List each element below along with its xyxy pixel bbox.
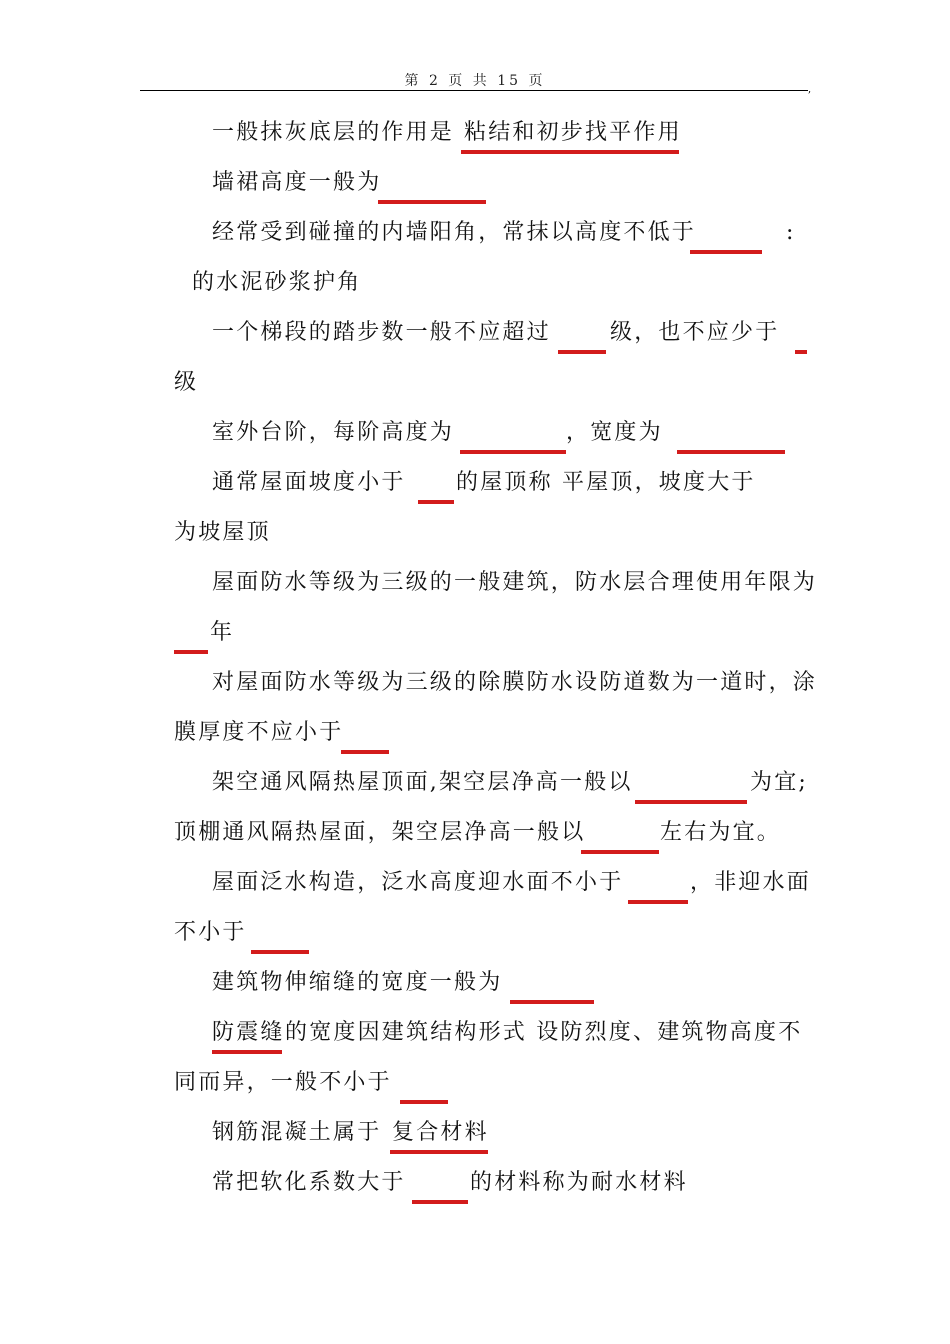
- answer-blank: [690, 250, 762, 254]
- question-text: ，非迎水面: [690, 870, 812, 895]
- question-text: 对屋面防水等级为三级的除膜防水设防道数为一道时，涂: [212, 670, 818, 695]
- answer-blank: [558, 350, 606, 354]
- question-text: 通常屋面坡度小于: [212, 470, 406, 495]
- answer-blank: [418, 500, 454, 504]
- answer-blank: [510, 1000, 594, 1004]
- question-text: 架空通风隔热屋顶面,架空层净高一般以: [212, 770, 633, 795]
- answer-blank: [460, 450, 566, 454]
- question-text: 为坡屋顶: [174, 520, 271, 545]
- question-text: 的水泥砂浆护角: [192, 270, 362, 295]
- page-indicator: 第 2 页 共 15 页: [404, 73, 546, 89]
- answer-underline: [461, 150, 679, 154]
- question-text: 防震缝: [212, 1020, 285, 1045]
- header-rule-mark: ,: [808, 84, 812, 95]
- answer-blank: [400, 1100, 448, 1104]
- answer-blank: [174, 650, 208, 654]
- answer-blank: [677, 450, 785, 454]
- question-text: 经常受到碰撞的内墙阳角，常抹以高度不低于: [212, 220, 697, 245]
- question-text: 的材料称为耐水材料: [470, 1170, 688, 1195]
- answer-blank: [795, 350, 807, 354]
- question-text: 年: [210, 620, 235, 645]
- question-text: 同而异，一般不小于: [174, 1070, 392, 1095]
- question-text: 级，也不应少于: [610, 320, 780, 345]
- question-text: 一个梯段的踏步数一般不应超过: [212, 320, 551, 345]
- question-text: 级: [174, 370, 199, 395]
- answer-text: 粘结和初步找平作用: [464, 120, 682, 145]
- question-text: 膜厚度不应小于: [174, 720, 344, 745]
- question-text: 屋面防水等级为三级的一般建筑，防水层合理使用年限为: [212, 570, 818, 595]
- answer-blank: [341, 750, 389, 754]
- answer-blank: [412, 1200, 468, 1204]
- answer-underline: [390, 1150, 488, 1154]
- question-text: 室外台阶，每阶高度为: [212, 420, 455, 445]
- question-text: 墙裙高度一般为: [212, 170, 382, 195]
- question-text: 顶棚通风隔热屋面，架空层净高一般以: [174, 820, 586, 845]
- question-text: :: [786, 220, 796, 245]
- answer-blank: [251, 950, 309, 954]
- question-text: 左右为宜。: [660, 820, 782, 845]
- question-text: 为宜;: [750, 770, 809, 795]
- question-text: 一般抹灰底层的作用是: [212, 120, 455, 145]
- question-text: 屋面泛水构造，泛水高度迎水面不小于: [212, 870, 624, 895]
- answer-blank: [581, 850, 659, 854]
- question-text: 建筑物伸缩缝的宽度一般为: [212, 970, 503, 995]
- question-text: 的宽度因建筑结构形式 设防烈度、建筑物高度不: [285, 1020, 803, 1045]
- question-text: 常把软化系数大于: [212, 1170, 406, 1195]
- term-underline: [212, 1050, 282, 1054]
- question-text: 钢筋混凝土属于: [212, 1120, 382, 1145]
- answer-text: 复合材料: [392, 1120, 489, 1145]
- answer-blank: [378, 200, 486, 204]
- answer-blank: [628, 900, 688, 904]
- header-rule: [140, 90, 808, 91]
- question-text: 的屋顶称 平屋顶，坡度大于: [456, 470, 756, 495]
- question-text: ，宽度为: [566, 420, 663, 445]
- question-text: 不小于: [174, 920, 247, 945]
- answer-blank: [635, 800, 747, 804]
